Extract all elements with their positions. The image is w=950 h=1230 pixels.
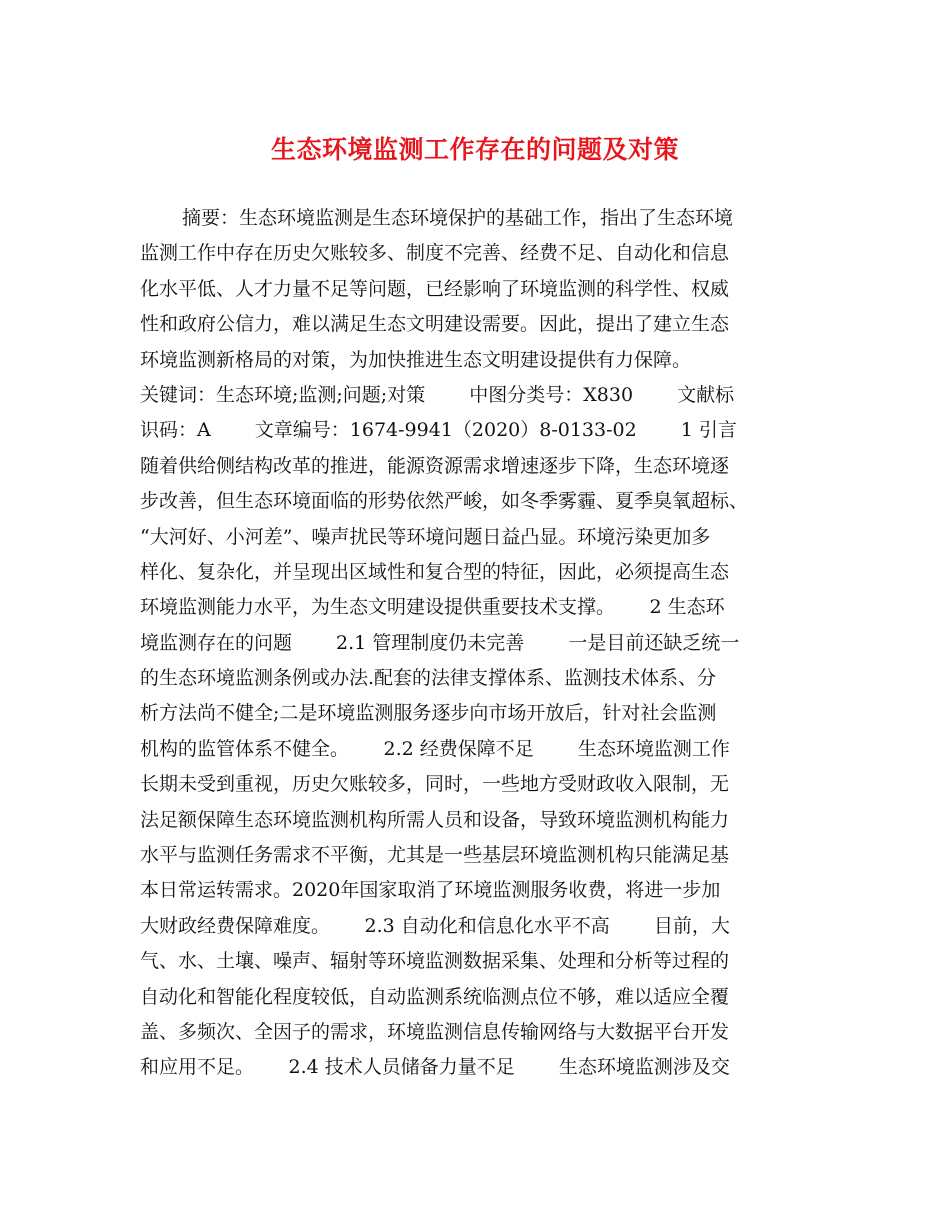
text-line: 水平与监测任务需求不平衡，尤其是一些基层环境监测机构只能满足基 xyxy=(140,844,730,867)
text-line: 境监测存在的问题 2.1 管理制度仍未完善 一是目前还缺乏统一 xyxy=(140,631,740,654)
text-line: 化水平低、人才力量不足等问题，已经影响了环境监测的科学性、权威 xyxy=(140,277,730,300)
text-line: 大财政经费保障难度。 2.3 自动化和信息化水平不高 目前，大 xyxy=(140,914,730,937)
text-line: 样化、复杂化，并呈现出区域性和复合型的特征，因此，必须提高生态 xyxy=(140,560,730,583)
text-line: 步改善，但生态环境面临的形势依然严峻，如冬季雾霾、夏季臭氧超标、 xyxy=(140,490,749,513)
text-line: 法足额保障生态环境监测机构所需人员和设备，导致环境监测机构能力 xyxy=(140,808,730,831)
text-line: 随着供给侧结构改革的推进，能源资源需求增速逐步下降，生态环境逐 xyxy=(140,454,730,477)
text-line: 长期未受到重视，历史欠账较多，同时，一些地方受财政收入限制，无 xyxy=(140,773,730,796)
text-line: 机构的监管体系不健全。 2.2 经费保障不足 生态环境监测工作 xyxy=(140,737,730,760)
text-line: 摘要：生态环境监测是生态环境保护的基础工作，指出了生态环境 xyxy=(182,207,734,229)
text-line: 本日常运转需求。2020年国家取消了环境监测服务收费，将进一步加 xyxy=(140,879,721,902)
text-line: 和应用不足。 2.4 技术人员储备力量不足 生态环境监测涉及交 xyxy=(140,1056,730,1079)
text-line: 监测工作中存在历史欠账较多、制度不完善、经费不足、自动化和信息 xyxy=(140,242,730,265)
text-line: 析方法尚不健全;二是环境监测服务逐步向市场开放后，针对社会监测 xyxy=(140,702,717,725)
text-line: 环境监测能力水平，为生态文明建设提供重要技术支撑。 2 生态环 xyxy=(140,596,725,619)
text-line: 自动化和智能化程度较低，自动监测系统临测点位不够，难以适应全覆 xyxy=(140,985,730,1008)
text-line: “大河好、小河差”、噪声扰民等环境问题日益凸显。环境污染更加多 xyxy=(140,525,711,548)
text-line: 气、水、土壤、噪声、辐射等环境监测数据采集、处理和分析等过程的 xyxy=(140,950,730,973)
text-line: 环境监测新格局的对策，为加快推进生态文明建设提供有力保障。 xyxy=(140,348,692,371)
text-line: 关键词：生态环境;监测;问题;对策 中图分类号：X830 文献标 xyxy=(140,383,735,406)
document-title: 生态环境监测工作存在的问题及对策 xyxy=(270,135,679,164)
text-line: 盖、多频次、全因子的需求，环境监测信息传输网络与大数据平台开发 xyxy=(140,1020,730,1043)
document-body xyxy=(140,201,820,1086)
text-line: 的生态环境监测条例或办法.配套的法律支撑体系、监测技术体系、分 xyxy=(140,667,717,690)
text-line: 识码：A 文章编号：1674-9941（2020）8-0133-02 1 引言 xyxy=(140,419,737,442)
text-line: 性和政府公信力，难以满足生态文明建设需要。因此，提出了建立生态 xyxy=(140,313,730,336)
